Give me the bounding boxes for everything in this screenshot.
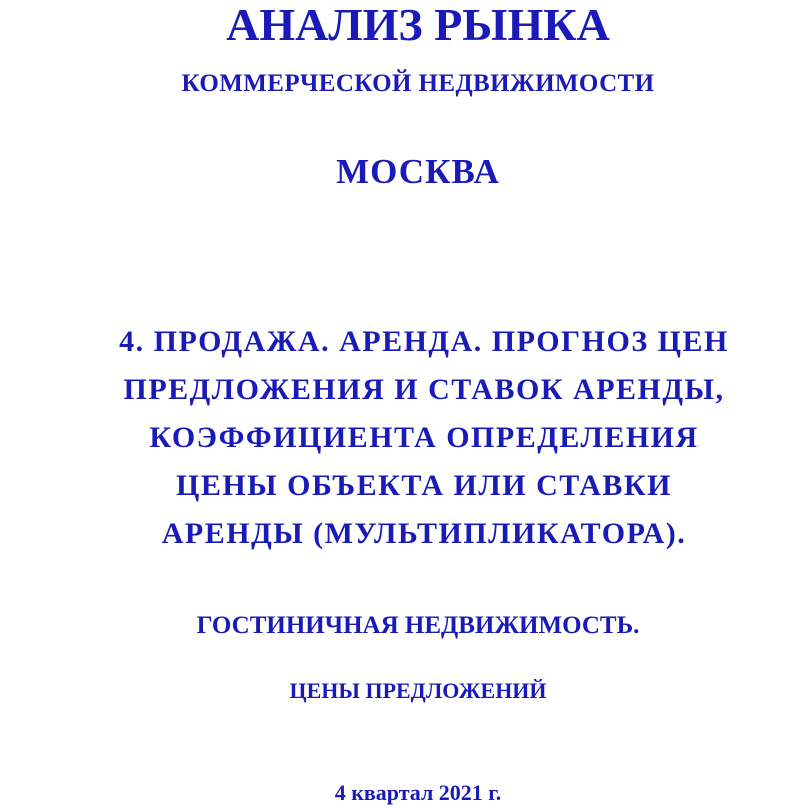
section-heading-line: КОЭФФИЦИЕНТА ОПРЕДЕЛЕНИЯ xyxy=(149,421,699,454)
subtitle: КОММЕРЧЕСКОЙ НЕДВИЖИМОСТИ xyxy=(181,70,655,97)
price-label: ЦЕНЫ ПРЕДЛОЖЕНИЙ xyxy=(289,678,547,703)
section-heading xyxy=(56,318,792,558)
category-title: ГОСТИНИЧНАЯ НЕДВИЖИМОСТЬ. xyxy=(196,612,640,639)
main-title: АНАЛИЗ РЫНКА xyxy=(226,0,610,50)
section-heading-line: ПРЕДЛОЖЕНИЯ И СТАВОК АРЕНДЫ, xyxy=(123,373,725,406)
section-heading-line: 4. ПРОДАЖА. АРЕНДА. ПРОГНОЗ ЦЕН xyxy=(119,325,729,358)
city-title: МОСКВА xyxy=(336,152,500,191)
section-heading-line: ЦЕНЫ ОБЪЕКТА ИЛИ СТАВКИ xyxy=(175,469,673,502)
period-label: 4 квартал 2021 г. xyxy=(334,780,502,805)
section-heading-line: АРЕНДЫ (МУЛЬТИПЛИКАТОРА). xyxy=(161,517,687,550)
